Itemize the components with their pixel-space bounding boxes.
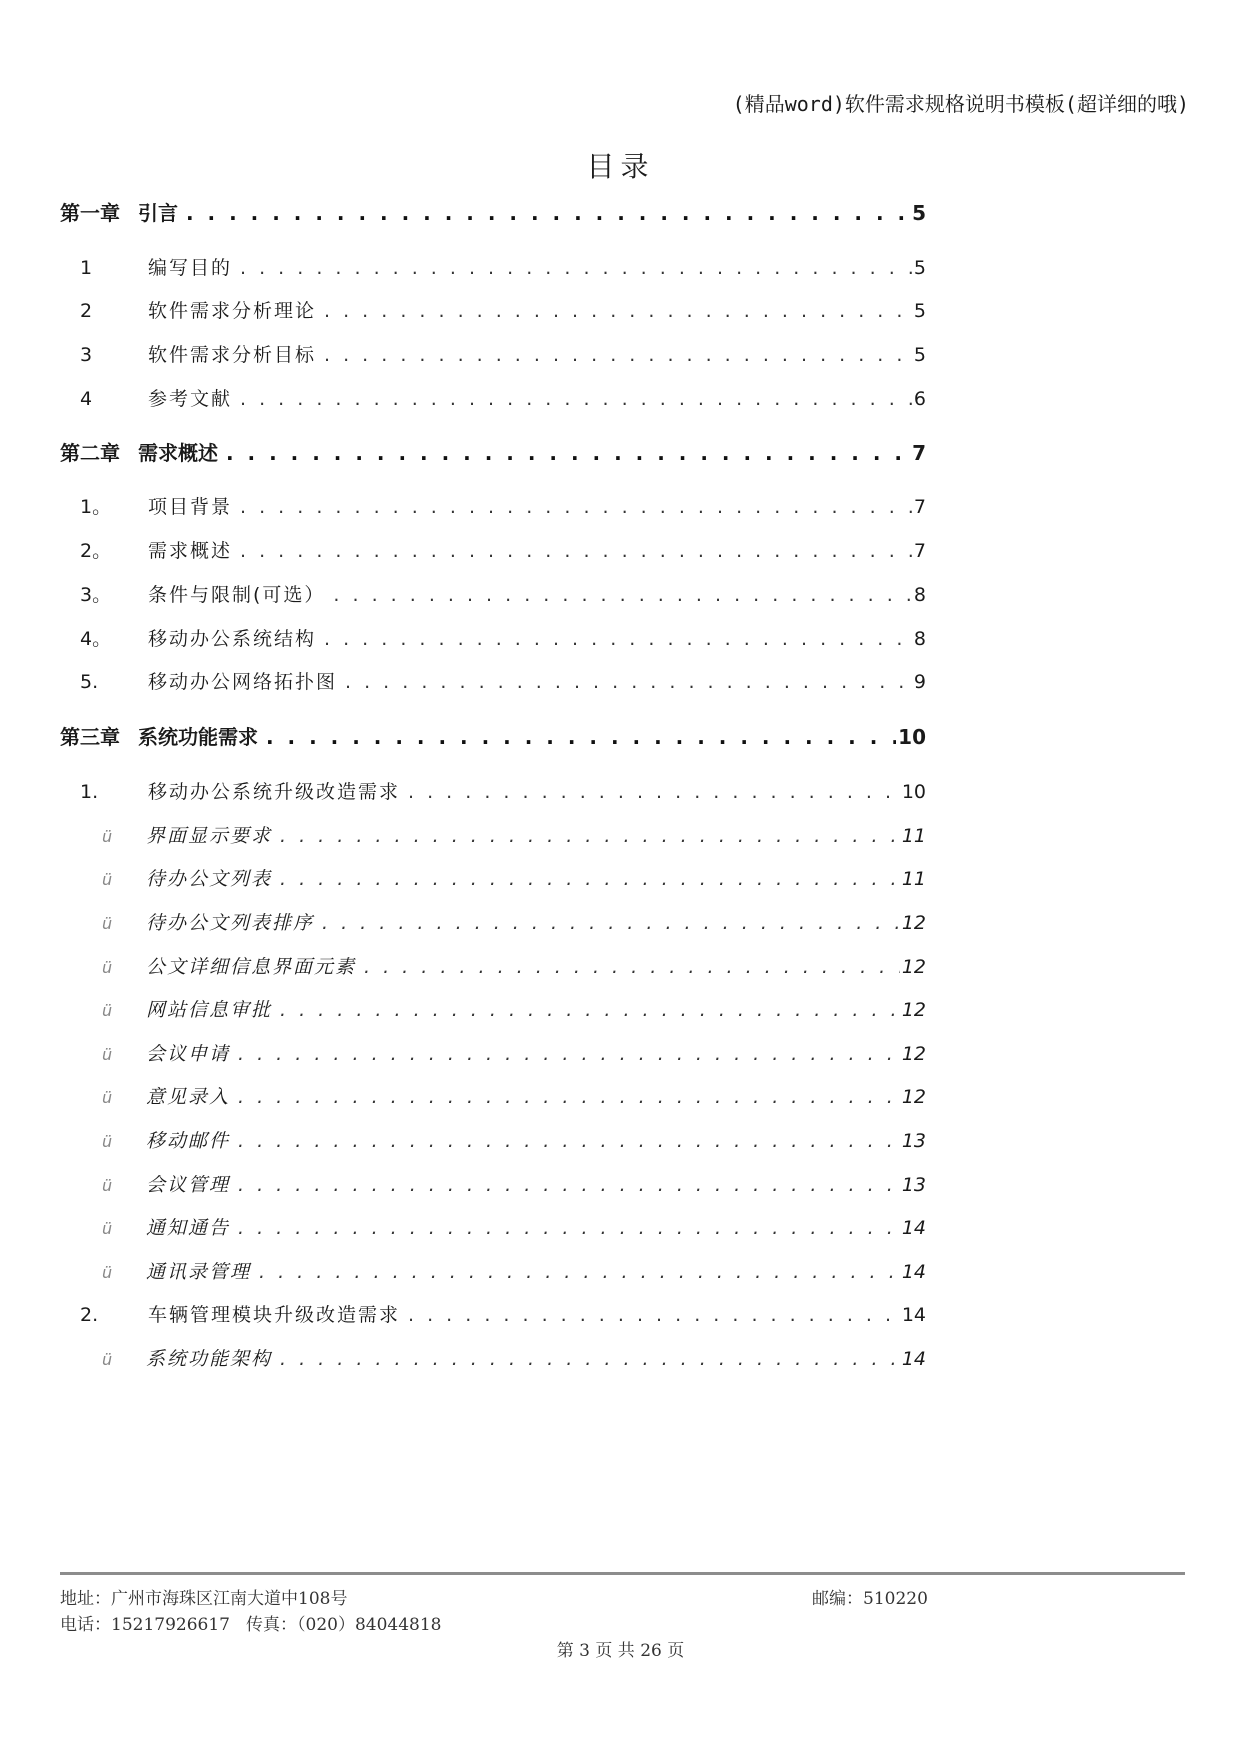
running-header: (精品word)软件需求规格说明书模板(超详细的哦) <box>732 92 1189 116</box>
toc-label: 移动邮件 <box>146 1130 231 1152</box>
toc-number: 第三章 <box>60 725 120 749</box>
toc-leader <box>186 198 910 228</box>
toc-page: 7 <box>913 496 926 518</box>
toc-page: 7 <box>913 540 926 562</box>
bullet-icon: ü <box>102 914 113 933</box>
toc-number: 2。 <box>80 540 112 562</box>
toc-leader <box>408 1300 900 1330</box>
toc-label: 会议申请 <box>146 1043 231 1065</box>
toc-label: 移动办公系统结构 <box>148 628 317 650</box>
toc-section[interactable] <box>60 624 926 654</box>
bullet-icon: ü <box>102 1350 113 1369</box>
toc-number: 1。 <box>80 496 112 518</box>
toc-title: 目录 <box>586 150 655 183</box>
toc-section[interactable] <box>60 384 926 414</box>
toc-label: 编写目的 <box>148 257 233 279</box>
toc-page: 5 <box>912 201 926 225</box>
toc-page: 9 <box>913 671 926 693</box>
toc-leader <box>333 580 911 610</box>
toc-subsection[interactable] <box>60 864 926 894</box>
toc-subsection[interactable] <box>60 1213 926 1243</box>
toc-leader <box>408 777 900 807</box>
toc-label: 界面显示要求 <box>146 825 273 847</box>
toc-leader <box>238 1126 900 1156</box>
toc-section[interactable] <box>60 777 926 807</box>
toc-number: 第二章 <box>60 441 120 465</box>
toc-chapter-2[interactable] <box>60 438 926 468</box>
toc-page: 8 <box>913 628 926 650</box>
footer-phone: 电话：15217926617 <box>60 1615 230 1635</box>
toc-leader <box>280 1344 900 1374</box>
toc-label: 系统功能需求 <box>138 725 258 749</box>
toc-leader <box>226 438 910 468</box>
toc-page: 6 <box>913 388 926 410</box>
toc-leader <box>345 667 912 697</box>
toc-page: 8 <box>913 584 926 606</box>
toc-section[interactable] <box>60 667 926 697</box>
toc-section[interactable] <box>60 580 926 610</box>
toc-page: 14 <box>901 1261 926 1283</box>
toc-leader <box>238 1082 900 1112</box>
toc-page: 13 <box>901 1174 926 1196</box>
toc-subsection[interactable] <box>60 1344 926 1374</box>
toc-label: 意见录入 <box>146 1086 231 1108</box>
toc-page: 5 <box>913 344 926 366</box>
toc-page: 12 <box>901 912 926 934</box>
toc-leader <box>280 995 900 1025</box>
toc-page: 12 <box>901 999 926 1021</box>
toc-subsection[interactable] <box>60 821 926 851</box>
toc-subsection[interactable] <box>60 1126 926 1156</box>
footer-postcode: 邮编：510220 <box>812 1589 928 1609</box>
toc-number: 3。 <box>80 584 112 606</box>
bullet-icon: ü <box>102 1088 113 1107</box>
toc-leader <box>324 340 912 370</box>
toc-subsection[interactable] <box>60 1039 926 1069</box>
toc-leader <box>238 1213 900 1243</box>
toc-label: 参考文献 <box>148 388 233 410</box>
toc-chapter-1[interactable] <box>60 198 926 228</box>
toc-leader <box>266 722 896 752</box>
toc-leader <box>280 821 900 851</box>
toc-label: 条件与限制(可选） <box>148 584 326 606</box>
toc-leader <box>324 296 912 326</box>
toc-page: 12 <box>901 1043 926 1065</box>
toc-number: 4。 <box>80 628 112 650</box>
toc-label: 系统功能架构 <box>146 1348 273 1370</box>
toc-leader <box>259 1257 900 1287</box>
bullet-icon: ü <box>102 958 113 977</box>
toc-leader <box>240 253 912 283</box>
toc-subsection[interactable] <box>60 995 926 1025</box>
toc-subsection[interactable] <box>60 1082 926 1112</box>
toc-page: 14 <box>901 1217 926 1239</box>
toc-number: 4 <box>80 388 93 410</box>
toc-leader <box>240 536 912 566</box>
toc-number: 5. <box>80 671 99 693</box>
toc-section[interactable] <box>60 492 926 522</box>
toc-subsection[interactable] <box>60 1170 926 1200</box>
toc-leader <box>238 1170 900 1200</box>
toc-page: 14 <box>901 1348 926 1370</box>
bullet-icon: ü <box>102 1001 113 1020</box>
toc-number: 第一章 <box>60 201 120 225</box>
footer-fax: 传真：（020）84044818 <box>246 1615 442 1635</box>
bullet-icon: ü <box>102 870 113 889</box>
toc-page: 14 <box>901 1304 926 1326</box>
toc-label: 网站信息审批 <box>146 999 273 1021</box>
toc-subsection[interactable] <box>60 1257 926 1287</box>
bullet-icon: ü <box>102 1176 113 1195</box>
toc-number: 1. <box>80 781 99 803</box>
toc-number: 1 <box>80 257 93 279</box>
toc-section[interactable] <box>60 296 926 326</box>
toc-page: 11 <box>901 825 926 847</box>
toc-label: 车辆管理模块升级改造需求 <box>148 1304 401 1326</box>
toc-page: 10 <box>898 725 926 749</box>
bullet-icon: ü <box>102 1263 113 1282</box>
bullet-icon: ü <box>102 827 113 846</box>
toc-number: 2. <box>80 1304 99 1326</box>
toc-label: 待办公文列表排序 <box>146 912 315 934</box>
toc-label: 移动办公系统升级改造需求 <box>148 781 401 803</box>
footer-address: 地址：广州市海珠区江南大道中108号 <box>60 1589 348 1609</box>
toc-label: 通讯录管理 <box>146 1261 252 1283</box>
toc-page: 10 <box>901 781 926 803</box>
toc-number: 2 <box>80 300 93 322</box>
toc-page: 12 <box>901 956 926 978</box>
bullet-icon: ü <box>102 1219 113 1238</box>
toc-page: 13 <box>901 1130 926 1152</box>
toc-label: 公文详细信息界面元素 <box>146 956 357 978</box>
toc-number: 3 <box>80 344 93 366</box>
toc-leader <box>324 624 912 654</box>
toc-chapter-3[interactable] <box>60 722 926 752</box>
toc-label: 待办公文列表 <box>146 868 273 890</box>
toc-label: 引言 <box>138 201 178 225</box>
page-indicator: 第 3 页 共 26 页 <box>556 1641 685 1661</box>
toc-section[interactable] <box>60 340 926 370</box>
toc-section[interactable] <box>60 1300 926 1330</box>
toc-page: 5 <box>913 257 926 279</box>
bullet-icon: ü <box>102 1045 113 1064</box>
toc-leader <box>364 952 900 982</box>
toc-leader <box>238 1039 900 1069</box>
toc-label: 项目背景 <box>148 496 233 518</box>
bullet-icon: ü <box>102 1132 113 1151</box>
toc-leader <box>240 492 912 522</box>
toc-page: 11 <box>901 868 926 890</box>
toc-page: 5 <box>913 300 926 322</box>
toc-leader <box>240 384 912 414</box>
toc-page: 7 <box>912 441 926 465</box>
toc-page: 12 <box>901 1086 926 1108</box>
footer-divider <box>60 1572 1185 1575</box>
toc-section[interactable] <box>60 536 926 566</box>
toc-section[interactable] <box>60 253 926 283</box>
toc-leader <box>322 908 900 938</box>
toc-label: 软件需求分析目标 <box>148 344 317 366</box>
toc-label: 需求概述 <box>148 540 233 562</box>
toc-label: 需求概述 <box>138 441 218 465</box>
toc-leader <box>280 864 900 894</box>
toc-label: 通知通告 <box>146 1217 231 1239</box>
toc-label: 会议管理 <box>146 1174 231 1196</box>
toc-label: 移动办公网络拓扑图 <box>148 671 338 693</box>
toc-subsection[interactable] <box>60 952 926 982</box>
toc-subsection[interactable] <box>60 908 926 938</box>
toc-label: 软件需求分析理论 <box>148 300 317 322</box>
